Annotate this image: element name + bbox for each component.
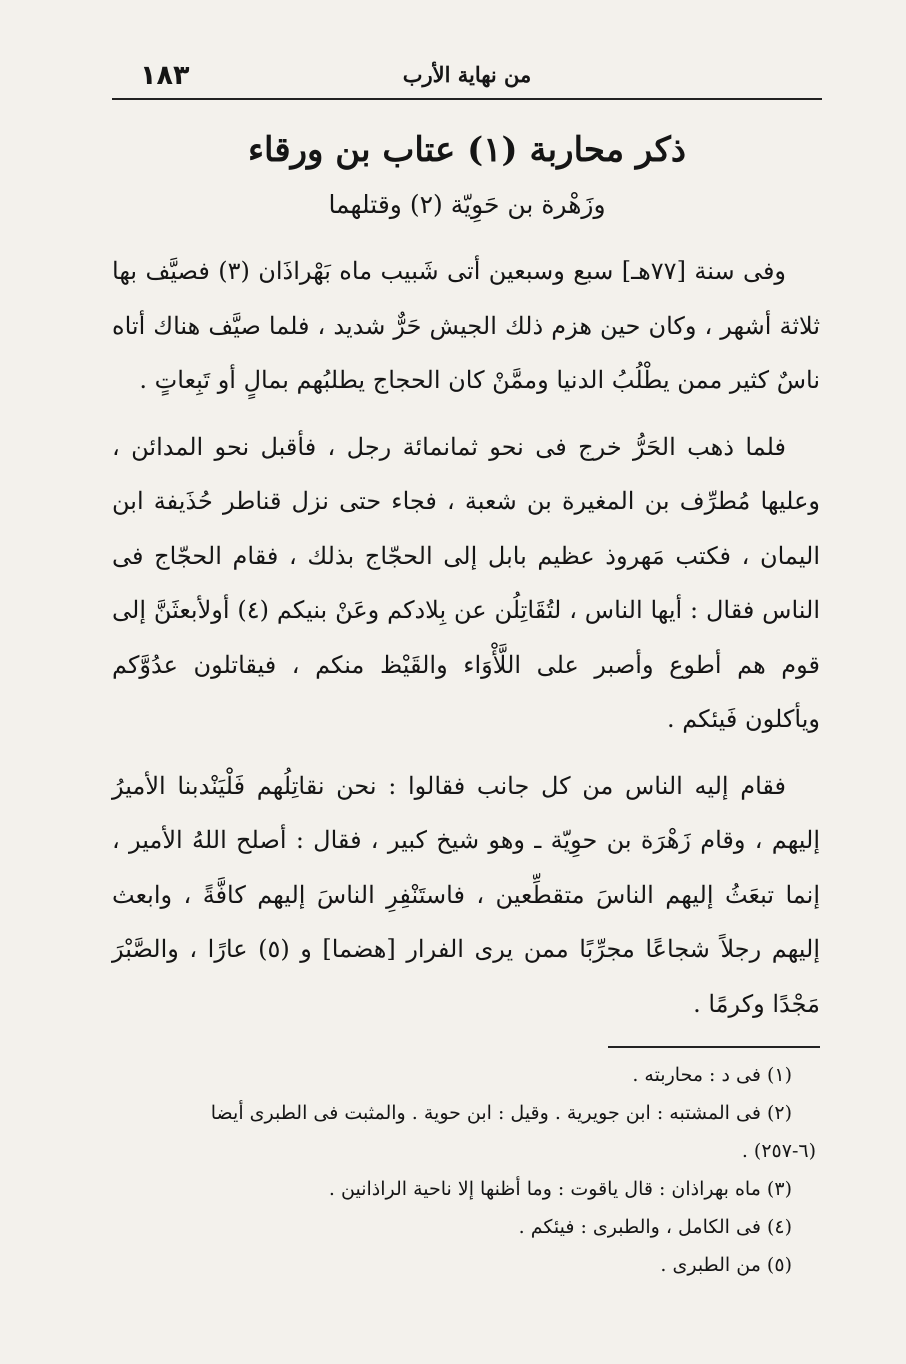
running-head: من نهاية الأرب: [402, 62, 532, 87]
footnote-2-continuation: (٦-٢٥٧) .: [741, 1140, 816, 1162]
footnote-2: (٢) فى المشتبه : ابن جويرية . وقيل : ابن حوية . والمثبت فى الطبرى أيضا: [210, 1102, 792, 1124]
footnote-1: (١) فى د : محاربته .: [632, 1064, 792, 1086]
section-subtitle: وزَهْرة بن حَوِيّة (٢) وقتلهما: [328, 190, 606, 219]
footnote-divider: [608, 1046, 820, 1048]
paragraph-2: فلما ذهب الحَرُّ خرج فى نحو ثمانمائة رجل ، فأقبل نحو المدائن ، وعليها مُطرِّف بن المغيرة بن شعبة ، فجاء حتى نزل قناطر حُذَيفة ابن اليمان ، فكتب مَهروذ عظيم بابل إلى الحجّاج بذلك ، فقام الحجّاج فى الناس فقال : أيها الناس ، لتُقَاتِلُن عن بِلادكم وعَنْ بنيكم (٤) أولأبعثَنَّ إلى قوم هم أطوع وأصبر على اللَّأْوَاء والقَيْظ منكم ، فيقاتلون عدُوَّكم ويأكلون فَيئكم .: [112, 432, 820, 733]
body-text: [112, 244, 820, 1043]
footnote-5: (٥) من الطبرى .: [660, 1254, 792, 1276]
paragraph-1: وفى سنة [٧٧هـ] سبع وسبعين أتى شَبيب ماه بَهْراذَان (٣) فصيَّف بها ثلاثة أشهر ، وكان حين هزم ذلك الجيش حَرٌّ شديد ، فلما صيَّف هناك أتاه ناسٌ كثير ممن يطْلُبُ الدنيا وممَّنْ كان الحجاج يطلبُهم بمالٍ أو تَبِعاتٍ .: [112, 257, 820, 394]
paragraph-3: فقام إليه الناس من كل جانب فقالوا : نحن نقاتِلُهم فَلْيَنْدبنا الأميرُ إليهم ، وقام زَهْرَة بن حوِيّة ـ وهو شيخ كبير ، فقال : أصلح اللهُ الأمير ، إنما تبعَثُ إليهم الناسَ متقطِّعين ، فاستَنْفِرِ الناسَ إليهم كافَّةً ، وابعث إليهم رجلاً شجاعًا مجرِّبًا ممن يرى الفرار [هضما] و (٥) عارًا ، والصَّبْرَ مَجْدًا وكرمًا .: [112, 771, 820, 1018]
page-number: ١٨٣: [140, 60, 190, 91]
footnotes: [112, 1056, 816, 1284]
page-header: [112, 58, 822, 100]
footnote-4: (٤) فى الكامل ، والطبرى : فيئكم .: [518, 1216, 792, 1238]
footnote-3: (٣) ماه بهراذان : قال ياقوت : وما أظنها إلا ناحية الراذانين .: [328, 1178, 792, 1200]
section-title: ذكر محاربة (١) عتاب بن ورقاء: [247, 130, 687, 170]
